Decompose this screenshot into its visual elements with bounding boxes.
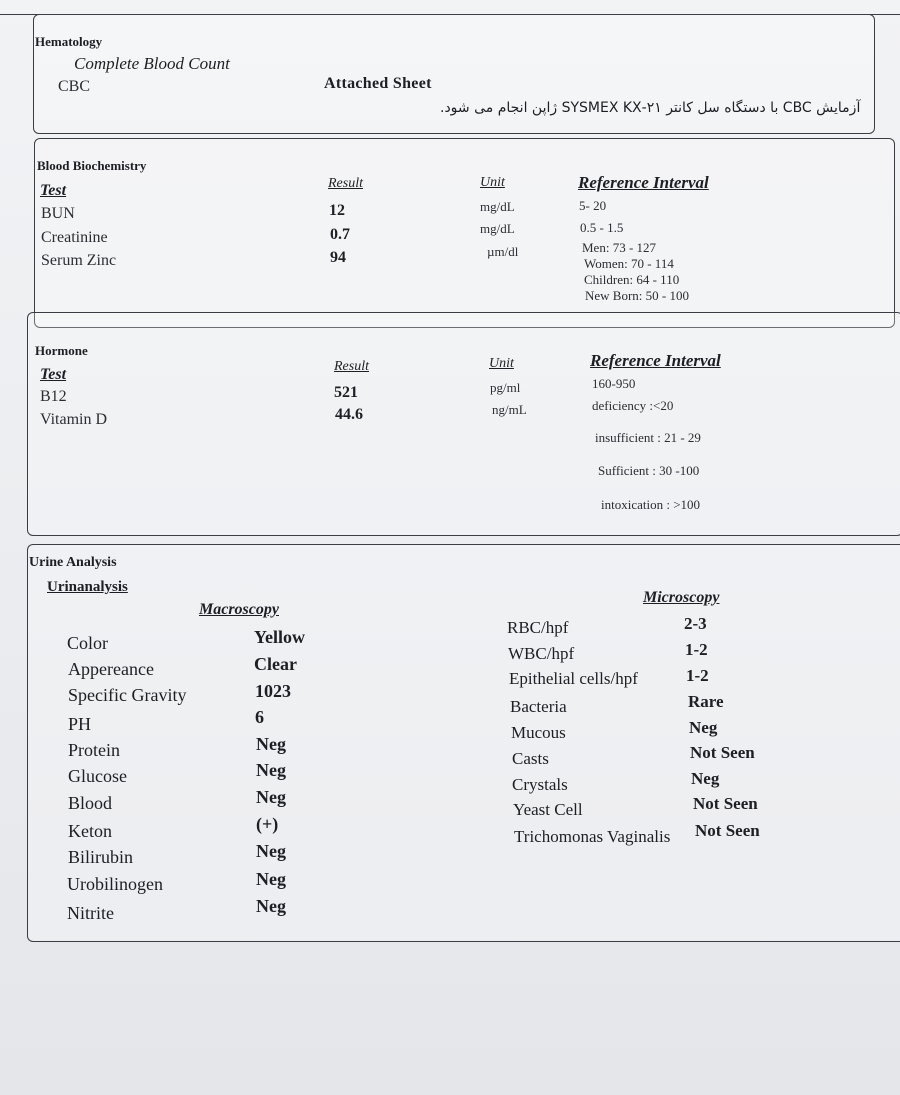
micro-item-value: Not Seen	[690, 743, 755, 762]
zinc-ref-men: Men: 73 - 127	[582, 240, 657, 255]
macro-item-name: Specific Gravity	[68, 685, 187, 705]
zinc-ref-newborn: New Born: 50 - 100	[585, 288, 689, 303]
biochem-row-ref: 5- 20	[579, 198, 607, 213]
micro-item-name: Mucous	[511, 723, 566, 742]
hormone-box	[27, 312, 900, 536]
macro-item-value: 1023	[255, 681, 291, 701]
vitd-ref-insufficient: insufficient : 21 - 29	[595, 430, 701, 445]
macro-item-name: Protein	[68, 740, 120, 760]
previous-section-border	[0, 0, 900, 15]
biochem-unit-header: Unit	[480, 175, 505, 190]
macroscopy-title: Macroscopy	[199, 601, 279, 618]
hormone-row-unit: ng/mL	[492, 402, 527, 417]
micro-item-name: RBC/hpf	[507, 618, 569, 637]
micro-item-name: Trichomonas Vaginalis	[514, 827, 671, 846]
micro-item-name: Yeast Cell	[513, 800, 583, 819]
micro-item-value: Rare	[688, 692, 724, 711]
cbc-subtitle: Complete Blood Count	[74, 54, 230, 73]
micro-item-name: WBC/hpf	[508, 644, 575, 663]
micro-item-name: Bacteria	[510, 697, 567, 716]
hormone-title: Hormone	[35, 343, 88, 358]
macro-item-value: Yellow	[254, 627, 305, 647]
urine-subtitle: Urinanalysis	[47, 579, 128, 595]
biochem-row-result: 94	[330, 249, 346, 266]
macro-item-value: Neg	[256, 760, 286, 780]
macro-item-name: Nitrite	[67, 903, 114, 923]
macro-item-value: Clear	[254, 654, 297, 674]
biochem-row-test: Creatinine	[41, 229, 108, 246]
biochemistry-title: Blood Biochemistry	[37, 158, 147, 173]
biochem-row-unit: mg/dL	[480, 221, 515, 236]
hematology-title: Hematology	[35, 34, 103, 49]
macro-item-value: 6	[255, 707, 264, 727]
macro-item-name: Blood	[68, 793, 113, 813]
hematology-box	[33, 14, 875, 134]
macro-item-name: Glucose	[68, 766, 127, 786]
macro-item-value: (+)	[256, 814, 279, 834]
macro-item-value: Neg	[256, 869, 286, 889]
microscopy-title: Microscopy	[643, 589, 720, 606]
biochem-row-test: BUN	[41, 205, 75, 222]
micro-item-name: Crystals	[512, 775, 568, 794]
hormone-result-header: Result	[334, 359, 369, 374]
micro-item-value: Not Seen	[693, 794, 758, 813]
macro-item-name: Keton	[68, 821, 112, 841]
biochem-test-header: Test	[40, 182, 67, 199]
cbc-result: Attached Sheet	[324, 75, 432, 92]
hormone-row-unit: pg/ml	[490, 380, 521, 395]
biochemistry-box	[34, 138, 895, 328]
vitd-ref-intoxication: intoxication : >100	[601, 497, 701, 512]
biochem-row-unit: µm/dl	[487, 244, 519, 259]
biochem-row-unit: mg/dL	[480, 199, 515, 214]
hormone-row-ref: deficiency :<20	[592, 398, 674, 413]
hormone-row-result: 44.6	[335, 406, 363, 423]
biochem-row-ref: 0.5 - 1.5	[580, 220, 624, 235]
hormone-ref-header: Reference Interval	[590, 351, 721, 370]
micro-item-value: 2-3	[684, 614, 707, 633]
macro-item-name: Urobilinogen	[67, 874, 163, 894]
hormone-test-header: Test	[40, 366, 67, 383]
hormone-row-result: 521	[334, 384, 358, 401]
cbc-test: CBC	[58, 78, 91, 95]
micro-item-value: Not Seen	[695, 821, 760, 840]
zinc-ref-women: Women: 70 - 114	[584, 256, 674, 271]
biochem-row-test: Serum Zinc	[41, 252, 117, 269]
macro-item-value: Neg	[256, 787, 286, 807]
hormone-row-test: Vitamin D	[40, 411, 108, 428]
micro-item-value: Neg	[689, 718, 718, 737]
micro-item-name: Epithelial cells/hpf	[509, 669, 638, 688]
macro-item-value: Neg	[256, 841, 286, 861]
micro-item-name: Casts	[512, 749, 549, 768]
micro-item-value: 1-2	[686, 666, 709, 685]
macro-item-name: Appereance	[68, 659, 154, 679]
zinc-ref-children: Children: 64 - 110	[584, 272, 680, 287]
biochem-result-header: Result	[328, 176, 363, 191]
micro-item-value: 1-2	[685, 640, 708, 659]
macro-item-value: Neg	[256, 734, 286, 754]
cbc-note: آزمایش CBC با دستگاه سل کانتر ۲۱-SYSMEX KX ژاپن انجام می شود.	[440, 100, 861, 116]
macro-item-name: Color	[67, 633, 109, 653]
hormone-unit-header: Unit	[489, 356, 514, 371]
micro-item-value: Neg	[691, 769, 720, 788]
hormone-row-test: B12	[40, 388, 67, 405]
biochem-row-result: 12	[329, 202, 345, 219]
biochem-ref-header: Reference Interval	[578, 173, 709, 192]
biochem-row-result: 0.7	[330, 226, 350, 243]
macro-item-name: Bilirubin	[68, 847, 134, 867]
vitd-ref-sufficient: Sufficient : 30 -100	[598, 463, 700, 478]
hormone-row-ref: 160-950	[592, 376, 636, 391]
macro-item-value: Neg	[256, 896, 286, 916]
macro-item-name: PH	[68, 714, 92, 734]
urine-title: Urine Analysis	[29, 555, 117, 570]
